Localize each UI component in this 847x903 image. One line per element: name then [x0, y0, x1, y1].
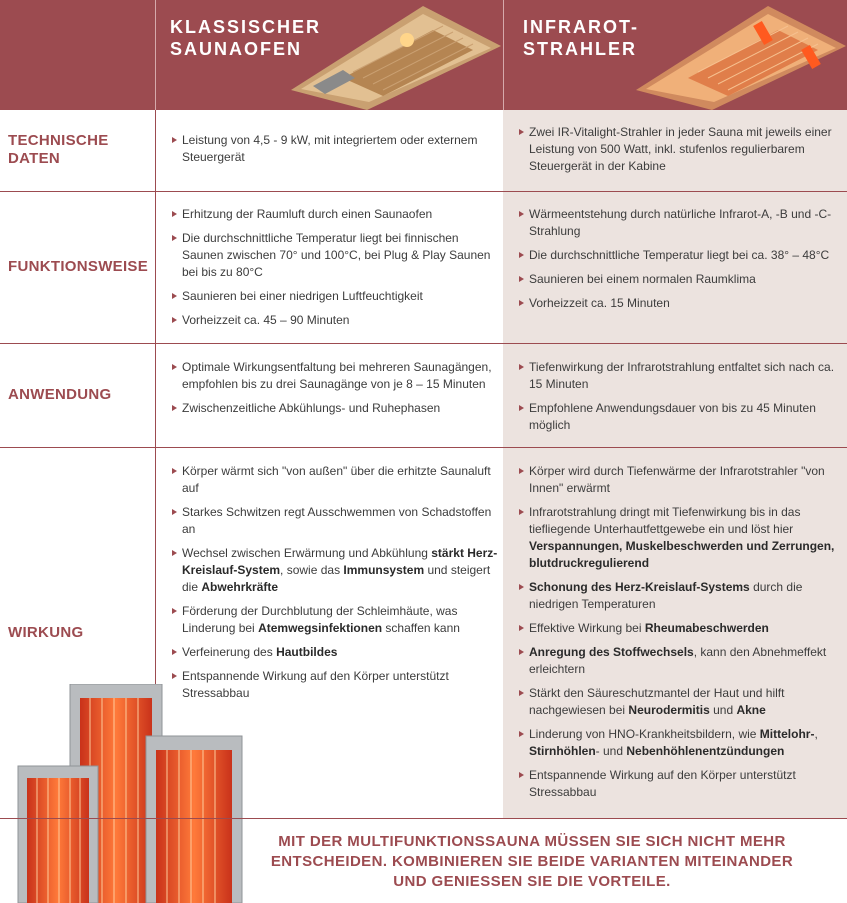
row-label: ANWENDUNG: [8, 386, 112, 403]
emphasis-text: Abwehrkräfte: [201, 580, 279, 594]
bullet-item: Linderung von HNO-Krankheitsbildern, wie Mittelohr-, Stirnhöhlen- und Nebenhöhlenentzündungen: [519, 726, 841, 760]
emphasis-text: Mittelohr-: [759, 727, 815, 741]
emphasis-text: Atemwegsinfektionen: [258, 621, 383, 635]
table-row-technische-daten: [0, 110, 847, 192]
bullet-item: Die durchschnittliche Temperatur liegt bei finnischen Saunen zwischen 70° und 100°C, bei Plug & Play Saunen bei bis zu 80°C: [172, 230, 498, 281]
sauna-cabin-image: [283, 6, 503, 110]
bullet-list: [519, 124, 841, 182]
bullet-item: Effektive Wirkung bei Rheumabeschwerden: [519, 620, 841, 637]
emphasis-text: Nebenhöhlenentzündungen: [626, 744, 785, 758]
bullet-item: Infrarotstrahlung dringt mit Tiefenwirkung bis in das tiefliegende Unterhautfettgewebe ein und löst hier Verspannungen, Muskelbeschwerden und Zerrungen, blutdruckregulierend: [519, 504, 841, 572]
col-title-sauna-heater: KLASSISCHER SAUNAOFEN: [170, 17, 322, 59]
bullet-item: Saunieren bei einem normalen Raumklima: [519, 271, 841, 288]
infrared-heaters-image: [10, 684, 270, 903]
col-title-infrared: INFRAROT- STRAHLER: [523, 17, 639, 59]
bullet-item: Erhitzung der Raumluft durch einen Saunaofen: [172, 206, 498, 223]
bullet-item: Zwei IR-Vitalight-Strahler in jeder Sauna mit jeweils einer Leistung von 500 Watt, inkl. stufenlos regulierbarem Steuergerät in der Kabine: [519, 124, 841, 175]
emphasis-text: Schonung des Herz-Kreislauf-Systems: [529, 580, 750, 594]
emphasis-text: Immunsystem: [343, 563, 425, 577]
bullet-list: [172, 132, 498, 173]
bullet-item: Stärkt den Säureschutzmantel der Haut und hilft nachgewiesen bei Neurodermitis und Akne: [519, 685, 841, 719]
table-row-anwendung: [0, 344, 847, 448]
emphasis-text: stärkt Herz-Kreislauf-System: [182, 546, 498, 577]
bullet-item: Körper wird durch Tiefenwärme der Infrarotstrahler "von Innen" erwärmt: [519, 463, 841, 497]
emphasis-text: Hautbildes: [276, 645, 338, 659]
bullet-item: Wechsel zwischen Erwärmung und Abkühlung stärkt Herz-Kreislauf-System, sowie das Immunsystem und steigert die Abwehrkräfte: [172, 545, 498, 596]
table-row-funktionsweise: [0, 192, 847, 344]
footer-divider: [0, 818, 847, 819]
row-label: WIRKUNG: [8, 624, 84, 641]
bullet-item: Zwischenzeitliche Abkühlungs- und Ruhephasen: [172, 400, 498, 417]
bullet-item: Förderung der Durchblutung der Schleimhäute, was Linderung bei Atemwegsinfektionen schaffen kann: [172, 603, 498, 637]
emphasis-text: Akne: [736, 703, 766, 717]
bullet-list: [519, 206, 841, 319]
bullet-item: Vorheizzeit ca. 15 Minuten: [519, 295, 841, 312]
bullet-item: Starkes Schwitzen regt Ausschwemmen von Schadstoffen an: [172, 504, 498, 538]
bullet-item: Optimale Wirkungsentfaltung bei mehreren Saunagängen, empfohlen bis zu drei Saunagänge von je 8 – 15 Minuten: [172, 359, 498, 393]
emphasis-text: Rheumabeschwerden: [644, 621, 769, 635]
emphasis-text: Anregung des Stoffwechsels: [529, 645, 694, 659]
bullet-list: [172, 206, 498, 336]
infrared-cabin-image: [630, 6, 847, 110]
emphasis-text: Verspannungen, Muskelbeschwerden und Zerrungen, blutdruckregulierend: [529, 539, 835, 570]
bullet-item: Entspannende Wirkung auf den Körper unterstützt Stressabbau: [172, 668, 498, 702]
header-divider: [503, 0, 504, 110]
emphasis-text: Stirnhöhlen: [529, 744, 596, 758]
bullet-item: Leistung von 4,5 - 9 kW, mit integriertem oder externem Steuergerät: [172, 132, 498, 166]
bullet-item: Saunieren bei einer niedrigen Luftfeuchtigkeit: [172, 288, 498, 305]
emphasis-text: Neurodermitis: [628, 703, 710, 717]
bullet-list: [519, 463, 841, 808]
bullet-list: [172, 359, 498, 424]
header-divider: [155, 0, 156, 110]
bullet-item: Schonung des Herz-Kreislauf-Systems durch die niedrigen Temperaturen: [519, 579, 841, 613]
bullet-list: [172, 463, 498, 709]
bullet-item: Anregung des Stoffwechsels, kann den Abnehmeffekt erleichtern: [519, 644, 841, 678]
bullet-item: Wärmeentstehung durch natürliche Infrarot-A, -B und -C-Strahlung: [519, 206, 841, 240]
bullet-item: Vorheizzeit ca. 45 – 90 Minuten: [172, 312, 498, 329]
bullet-item: Tiefenwirkung der Infrarotstrahlung entfaltet sich nach ca. 15 Minuten: [519, 359, 841, 393]
header-bar: [0, 0, 847, 110]
bullet-item: Körper wärmt sich "von außen" über die erhitzte Saunaluft auf: [172, 463, 498, 497]
row-label: FUNKTIONSWEISE: [8, 258, 149, 275]
bullet-item: Entspannende Wirkung auf den Körper unterstützt Stressabbau: [519, 767, 841, 801]
row-label: TECHNISCHE DATEN: [8, 132, 109, 167]
bullet-item: Verfeinerung des Hautbildes: [172, 644, 498, 661]
footer-slogan: MIT DER MULTIFUNKTIONSSAUNA MÜSSEN SIE SICH NICHT MEHR ENTSCHEIDEN. KOMBINIEREN SIE BEIDE VARIANTEN MITEINANDER UND GENIESSEN SIE DIE VORTEILE.: [270, 833, 794, 890]
bullet-list: [519, 359, 841, 441]
bullet-item: Empfohlene Anwendungsdauer von bis zu 45 Minuten möglich: [519, 400, 841, 434]
bullet-item: Die durchschnittliche Temperatur liegt bei ca. 38° – 48°C: [519, 247, 841, 264]
